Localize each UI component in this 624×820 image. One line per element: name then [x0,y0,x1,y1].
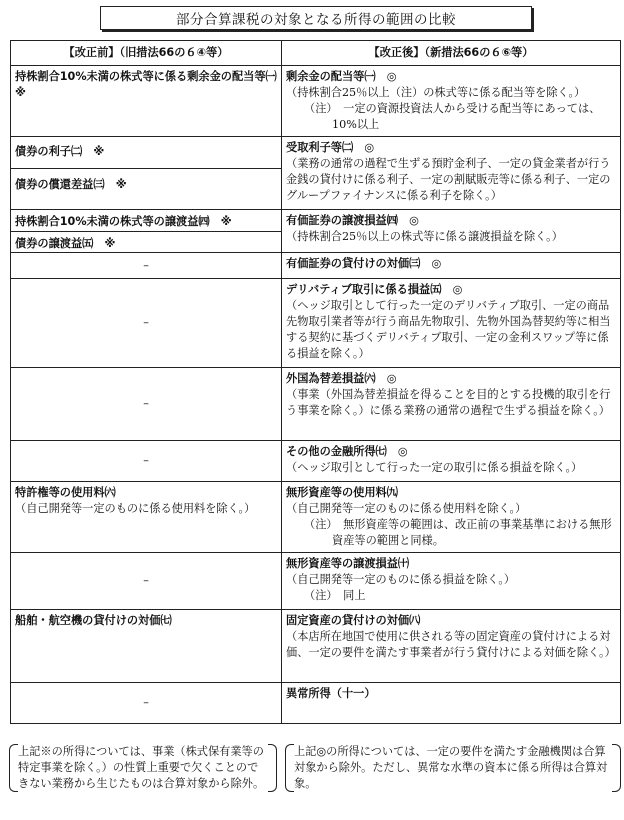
table-row [11,683,621,724]
after-cell [282,253,621,279]
item-note-cont: 10%以上 [332,118,380,131]
before-cell [11,482,282,553]
after-cell [282,279,621,368]
table-row [11,553,621,610]
item-desc: （自己開発等一定のものに係る使用料を除く。） [15,502,256,515]
item-title: 固定資産の貸付けの対価㈧ [286,614,421,627]
item-note: （注） 無形資産等の範囲は、改正前の事業基準における無形資産等の範囲と同様。 [304,518,612,547]
after-cell [282,137,621,210]
note-right-text: 上記◎の所得については、一定の要件を満たす金融機関は合算対象から除外。ただし、異常な水準の資本に係る所得は合算対象。 [294,745,608,790]
item-note: （注） 同上 [304,589,366,602]
after-cell [282,210,621,253]
item-title: 受取利子等㈡ ◎ [286,141,375,154]
item-desc: （自己開発等一定のものに係る損益を除く。） [286,573,516,586]
item-desc: （本店所在地国で使用に供される等の固定資産の貸付けによる対価、一定の要件を満たす事業者が行う貸付けによる対価を除く。） [286,630,616,659]
table-row [11,210,621,253]
item-title: 持株割合10%未満の株式等の譲渡益㈣ ※ [11,210,281,232]
note-left [18,744,268,792]
table-row [11,610,621,683]
note-right [294,744,612,792]
item-title: 船舶・航空機の貸付けの対価㈦ [15,614,172,627]
before-cell-empty: – [11,253,282,279]
bracket-left-icon [285,744,294,792]
before-cell [11,66,288,137]
item-title: 債券の譲渡益㈤ ※ [15,237,116,250]
item-note: （注） 一定の資源投資法人から受ける配当等にあっては、 [304,102,601,115]
before-cell-empty: – [11,553,282,610]
item-desc: （持株割合25％以上（注）の株式等に係る配当等を除く。） [286,86,586,99]
after-cell [282,482,621,553]
before-cell-empty: – [11,279,282,368]
item-title: 債券の利子㈡ ※ [11,137,281,169]
after-cell [282,553,621,610]
table-row [11,253,621,279]
note-left-text: 上記※の所得については、事業（株式保有業等の特定事業を除く。）の性質上重要で欠くことのできない業務から生じたものは合算対象から除外。 [18,745,265,790]
table-row [11,482,621,553]
item-title: 持株割合10%未満の株式等に係る剰余金の配当等㈠ ※ [15,70,288,99]
item-title: 有価証券の貸付けの対価㈢ ◎ [286,257,442,270]
item-title: 外国為替差損益㈥ ◎ [286,372,397,385]
item-desc: （自己開発等一定のものに係る使用料を除く。） [286,502,527,515]
header-after: 【改正後】（新措法66の６⑥等） [282,41,621,66]
table-row [11,66,621,137]
table-row [11,137,621,210]
item-desc: （ヘッジ取引として行った一定の取引に係る損益を除く。） [286,461,583,474]
document-title: 部分合算課税の対象となる所得の範囲の比較 [100,6,532,30]
before-cell [11,210,282,253]
before-cell [11,137,282,210]
item-title: 無形資産等の譲渡損益㈩ [286,557,410,570]
header-row [11,41,621,66]
table-row [11,441,621,482]
after-cell [282,66,621,137]
after-cell [282,683,621,724]
item-title: 特許権等の使用料㈥ [15,486,116,499]
bracket-right-icon [268,744,277,792]
item-desc: （事業（外国為替差損益を得ることを目的とする投機的取引を行う事業を除く。）に係る業務の通常の過程で生ずる損益を除く。） [286,388,611,417]
item-desc: （業務の通常の過程で生ずる預貯金利子、一定の貸金業者が行う金銭の貸付けに係る利子、一定の割賦販売等に係る利子、一定のグループファイナンスに係る利子を除く。） [286,157,611,202]
before-cell [11,610,282,683]
after-cell [282,368,621,441]
item-title: その他の金融所得㈦ ◎ [286,445,408,458]
before-cell-empty: – [11,368,282,441]
after-cell [282,610,621,683]
bracket-left-icon [9,744,18,792]
comparison-table [10,40,621,724]
item-title: 債券の償還差益㈢ ※ [15,178,127,191]
bracket-right-icon [612,744,621,792]
item-desc: （ヘッジ取引として行った一定のデリバティブ取引、一定の商品先物取引業者等が行う商品先物取引、先物外国為替契約等に相当する契約に基づくデリバティブ取引、一定の金利スワップ等に係る損益を除く。） [286,299,611,360]
item-title: 剰余金の配当等㈠ ◎ [286,70,397,83]
table-row [11,279,621,368]
before-cell-empty: – [11,441,282,482]
item-title: 異常所得（十一） [286,687,376,700]
header-before: 【改正前】（旧措法66の６④等） [11,41,282,66]
item-desc: （持株割合25％以上の株式等に係る譲渡損益を除く。） [286,230,563,243]
item-title: デリバティブ取引に係る損益㈤ ◎ [286,283,463,296]
after-cell [282,441,621,482]
before-cell-empty: – [11,683,282,724]
item-title: 無形資産等の使用料㈨ [286,486,398,499]
table-row [11,368,621,441]
item-title: 有価証券の譲渡損益㈣ ◎ [286,214,419,227]
